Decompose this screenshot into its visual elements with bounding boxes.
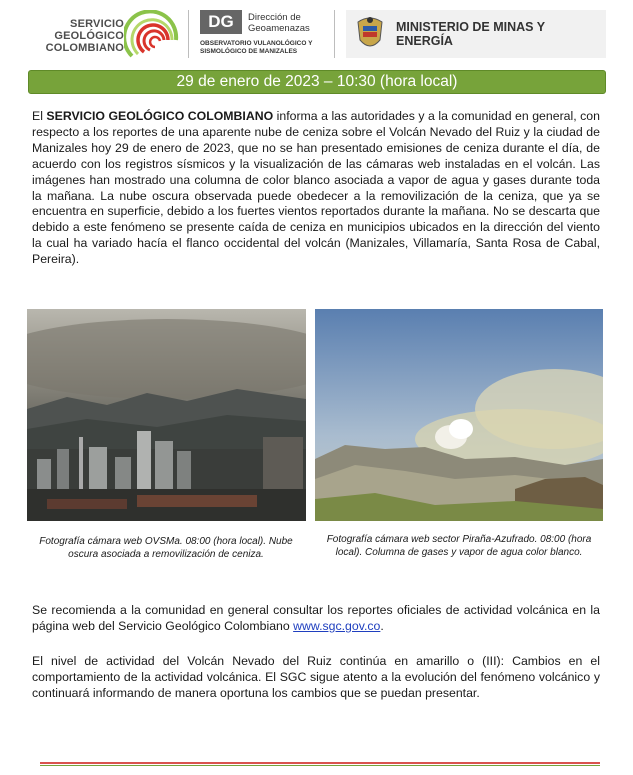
dg-subtitle	[200, 40, 312, 56]
page-header	[28, 6, 606, 62]
left-photo-caption: Fotografía cámara web OVSMa. 08:00 (hora local). Nube oscura asociada a removilización de ceniza.	[39, 536, 293, 560]
dg-sub-line-2: SISMOLÓGICO DE MANIZALES	[200, 48, 298, 55]
header-divider	[188, 10, 189, 58]
ministry-name	[396, 20, 545, 48]
ministry-logo-block	[346, 10, 606, 58]
org-name: SERVICIO GEOLÓGICO COLOMBIANO	[46, 109, 274, 123]
right-photo-caption: Fotografía cámara web sector Piraña-Azufrado. 08:00 (hora local). Columna de gases y vapor de agua color blanco.	[326, 534, 592, 558]
recommendation-end: .	[380, 618, 384, 633]
photo-pirana-azufrado	[315, 309, 603, 521]
sgc-line-3: COLOMBIANO	[45, 42, 124, 54]
dg-logo: DG	[200, 10, 242, 34]
city-ash-cloud-photo	[27, 309, 306, 521]
date-banner: 29 de enero de 2023 – 10:30 (hora local)	[28, 70, 606, 94]
ministry-line-1: MINISTERIO DE MINAS Y	[396, 20, 546, 34]
recommendation-text: Se recomienda a la comunidad en general consultar los reportes oficiales de actividad volcánica en la página web del Servicio Geológico Colombiano	[32, 603, 600, 633]
paragraph-prefix: El	[32, 109, 47, 123]
footer-divider	[40, 765, 600, 766]
dg-title-line-2: Geoamenazas	[248, 23, 310, 34]
footer-divider	[40, 762, 600, 764]
dg-title-line-1: Dirección de	[248, 12, 301, 23]
volcano-plume-photo	[315, 309, 603, 521]
sgc-line-2: GEOLÓGICO	[54, 30, 124, 42]
sgc-logo-text	[28, 18, 124, 54]
dg-title	[248, 12, 310, 34]
main-paragraph	[32, 109, 600, 268]
paragraph-text: informa a las autoridades y a la comunidad en general, con respecto a los reportes de una aparente nube de ceniza sobre el Volcán Nevado del Ruiz y la ciudad de Manizales hoy 29 de enero de 2023, que no se han presentado emisiones de ceniza durante el día, de acuerdo con los registros sísmicos y la visualización de las cámaras web instaladas en el volcán. Las imágenes han mostrado una columna de color blanco asociada a vapor de agua y gases durante toda la mañana. La nube oscura observada puede obedecer a la removilización de la ceniza, que ya se encuentra en superficie, debido a los fuertes vientos reportados durante la mañana. No se descarta que debido a este fenómeno se presente caída de ceniza en municipios ubicados en la dirección del viento la cual ha variado hacía el flanco occidental del volcán (Manizales, Villamaría, Santa Rosa de Cabal, Pereira).	[32, 109, 600, 267]
coat-of-arms-icon	[354, 14, 386, 54]
dg-sub-line-1: OBSERVATORIO VULANOLÓGICO Y	[200, 40, 313, 47]
sgc-line-1: SERVICIO	[70, 18, 124, 30]
dg-logo-block	[200, 10, 328, 60]
sgc-logo	[28, 10, 178, 60]
sgc-swirl-icon	[124, 10, 184, 62]
recommendation-paragraph	[32, 603, 600, 635]
activity-level-paragraph: El nivel de actividad del Volcán Nevado del Ruiz continúa en amarillo o (III): Cambios en el comportamiento de la actividad volcánica. El SGC sigue atento a la evolución del fenómeno volcánico y continuará informando de manera oportuna los cambios que se puedan presentar.	[32, 654, 600, 700]
photo-ovsma-city	[27, 309, 306, 521]
sgc-website-link[interactable]: www.sgc.gov.co	[293, 618, 381, 633]
header-divider	[334, 10, 335, 58]
ministry-line-2: ENERGÍA	[396, 34, 453, 48]
